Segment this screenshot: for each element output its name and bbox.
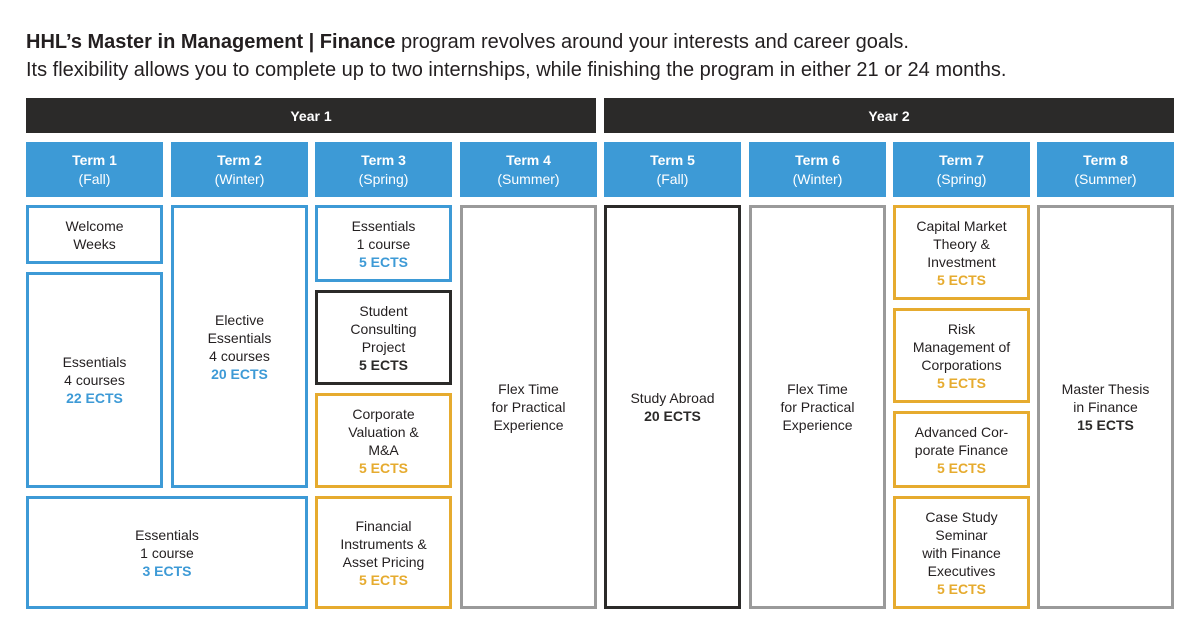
term-season: (Fall) [78, 170, 111, 187]
term-season: (Winter) [214, 170, 265, 187]
module-case-study-seminar [893, 496, 1030, 609]
ects-credits: 5 ECTS [358, 356, 408, 373]
module-text-line: Case Study [925, 508, 998, 525]
module-text-line: Study Abroad [630, 390, 715, 406]
module-corporate-valuation [315, 393, 452, 488]
module-study-abroad [604, 205, 741, 609]
ects-credits: 5 ECTS [358, 571, 408, 588]
module-text-line: Asset Pricing [342, 553, 425, 570]
module-text-line: for Practical [780, 399, 855, 415]
module-essentials-term-3 [315, 205, 452, 282]
module-essentials-1-course [26, 496, 308, 609]
term-name: Term 7 [939, 151, 984, 168]
term-season: (Winter) [792, 170, 843, 187]
term-5-header [604, 142, 741, 197]
module-text-line: Master Thesis [1061, 381, 1150, 397]
module-text-line: Essentials [135, 526, 199, 543]
module-text-line: Flex Time [787, 381, 848, 397]
module-text-line: Corporations [921, 356, 1002, 373]
intro-line-1 [26, 28, 1186, 56]
module-elective-essentials [171, 205, 308, 488]
module-text-line: Risk [947, 320, 976, 337]
module-text-line: Instruments & [340, 535, 427, 552]
module-text-line: Executives [927, 562, 996, 579]
module-text-line: Corporate [352, 405, 415, 422]
module-text-line: with Finance [922, 544, 1001, 561]
term-name: Term 4 [506, 151, 551, 168]
module-text-line: Theory & [933, 235, 990, 252]
module-financial-instruments [315, 496, 452, 609]
term-name: Term 1 [72, 151, 117, 168]
module-text-line: Investment [927, 253, 996, 270]
ects-credits: 5 ECTS [936, 374, 986, 391]
module-text-line: Experience [782, 417, 853, 433]
module-text-line: Essentials [62, 354, 127, 370]
module-text-line: 4 courses [209, 347, 270, 364]
ects-credits: 5 ECTS [936, 580, 986, 597]
module-risk-management [893, 308, 1030, 403]
module-student-consulting-project [315, 290, 452, 385]
ects-credits: 5 ECTS [358, 459, 408, 476]
program-name: HHL’s Master in Management | Finance [26, 31, 396, 53]
intro-line-1-rest: program revolves around your interests and career goals. [395, 31, 909, 53]
year-2-header: Year 2 [604, 98, 1174, 133]
ects-credits: 5 ECTS [358, 253, 408, 270]
ects-credits: 15 ECTS [1077, 417, 1134, 433]
module-text-line: Elective [214, 311, 265, 328]
term-season: (Summer) [497, 170, 560, 187]
module-text-line: for Practical [491, 399, 566, 415]
module-text-line: Consulting [350, 320, 417, 337]
module-essentials-4-courses [26, 272, 163, 488]
module-text-line: Student [359, 302, 408, 319]
module-text-line: Essentials [207, 329, 272, 346]
module-text-line: Valuation & [348, 423, 419, 440]
module-text-line: Welcome [65, 217, 124, 234]
module-text-line: Financial [355, 517, 412, 534]
module-text-line: Advanced Cor- [914, 423, 1009, 440]
module-text-line: Essentials [351, 217, 416, 234]
term-season: (Fall) [656, 170, 689, 187]
module-text-line: in Finance [1073, 399, 1138, 415]
term-7-header [893, 142, 1030, 197]
term-season: (Summer) [1074, 170, 1137, 187]
term-name: Term 6 [795, 151, 840, 168]
intro-text [26, 28, 1186, 84]
ects-credits: 20 ECTS [644, 408, 701, 424]
ects-credits: 5 ECTS [936, 271, 986, 288]
ects-credits: 3 ECTS [142, 562, 192, 579]
module-capital-market-theory [893, 205, 1030, 300]
term-name: Term 8 [1083, 151, 1128, 168]
intro-line-2: Its flexibility allows you to complete up to two internships, while finishing the program in either 21 or 24 months. [26, 59, 1007, 81]
module-text-line: Weeks [73, 235, 116, 252]
module-text-line: porate Finance [914, 441, 1009, 458]
year-1-header: Year 1 [26, 98, 596, 133]
ects-credits: 22 ECTS [66, 390, 123, 406]
module-text-line: 4 courses [64, 372, 125, 388]
module-master-thesis [1037, 205, 1174, 609]
term-name: Term 3 [361, 151, 406, 168]
module-text-line: 1 course [140, 544, 194, 561]
ects-credits: 5 ECTS [936, 459, 986, 476]
module-flex-time-term-4 [460, 205, 597, 609]
module-flex-time-term-6 [749, 205, 886, 609]
module-text-line: Seminar [935, 526, 988, 543]
module-text-line: Project [361, 338, 406, 355]
term-2-header [171, 142, 308, 197]
module-text-line: Flex Time [498, 381, 559, 397]
term-4-header [460, 142, 597, 197]
module-text-line: Capital Market [916, 217, 1007, 234]
term-1-header [26, 142, 163, 197]
module-text-line: Management of [912, 338, 1011, 355]
term-3-header [315, 142, 452, 197]
term-season: (Spring) [936, 170, 987, 187]
module-text-line: 1 course [356, 235, 411, 252]
term-name: Term 5 [650, 151, 695, 168]
term-name: Term 2 [217, 151, 262, 168]
module-text-line: M&A [368, 441, 399, 458]
ects-credits: 20 ECTS [211, 365, 268, 382]
module-text-line: Experience [493, 417, 564, 433]
module-advanced-corporate-finance [893, 411, 1030, 488]
term-8-header [1037, 142, 1174, 197]
module-welcome-weeks [26, 205, 163, 264]
term-6-header [749, 142, 886, 197]
term-season: (Spring) [358, 170, 409, 187]
